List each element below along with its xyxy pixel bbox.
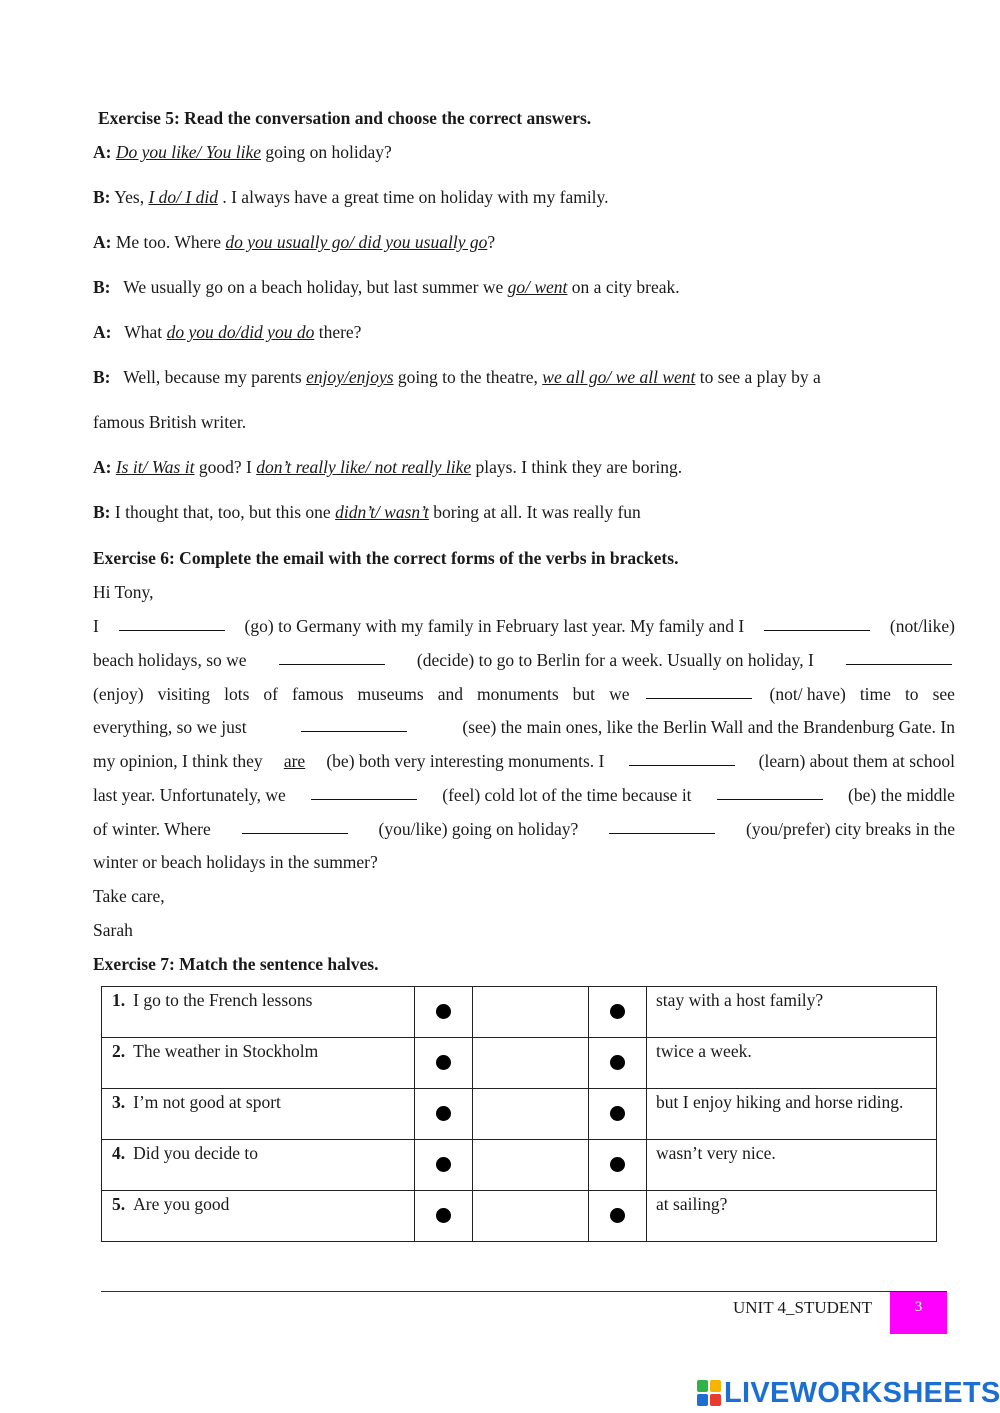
conversation-line bbox=[93, 412, 246, 433]
conversation-line bbox=[93, 502, 641, 523]
sentence-end: wasn’t very nice. bbox=[647, 1140, 937, 1191]
conversation-text: to see a play by a bbox=[695, 367, 821, 387]
email-text: last year. Unfortunately, we bbox=[93, 785, 286, 805]
footer-divider bbox=[101, 1291, 947, 1292]
match-dot-right-cell bbox=[589, 1191, 647, 1242]
matching-row bbox=[102, 987, 937, 1038]
answer-blank[interactable] bbox=[846, 650, 952, 665]
email-line bbox=[93, 616, 955, 637]
answer-choice[interactable]: Do you like/ You like bbox=[115, 142, 262, 162]
email-text: (you/like) going on holiday? bbox=[378, 819, 579, 839]
answer-choice[interactable]: Is it/ Was it bbox=[115, 457, 195, 477]
email-text: I bbox=[93, 616, 99, 636]
match-dot-right[interactable] bbox=[610, 1208, 625, 1223]
match-dot-right[interactable] bbox=[610, 1055, 625, 1070]
email-text: (be) both very interesting monuments. I bbox=[326, 751, 605, 771]
email-line bbox=[93, 717, 955, 738]
email-text: famous bbox=[292, 684, 344, 704]
email-signature: Sarah bbox=[93, 920, 133, 940]
email-text: winter or beach holidays in the summer? bbox=[93, 852, 378, 872]
match-dot-left-cell bbox=[415, 1038, 473, 1089]
conversation-text: on a city break. bbox=[567, 277, 680, 297]
conversation-text: going on holiday? bbox=[261, 142, 392, 162]
match-space bbox=[473, 1140, 589, 1191]
speaker-label: A: bbox=[93, 232, 112, 252]
item-number: 3. bbox=[112, 1092, 126, 1112]
match-dot-right[interactable] bbox=[610, 1004, 625, 1019]
speaker-label: B: bbox=[93, 502, 111, 522]
answer-blank[interactable] bbox=[646, 684, 752, 699]
match-dot-right-cell bbox=[589, 1140, 647, 1191]
email-text: (you/prefer) city breaks in the bbox=[746, 819, 955, 839]
conversation-text: plays. I think they are boring. bbox=[471, 457, 683, 477]
answer-blank[interactable] bbox=[119, 616, 225, 631]
answer-choice[interactable]: enjoy/enjoys bbox=[306, 367, 394, 387]
conversation-text: We usually go on a beach holiday, but last summer we bbox=[110, 277, 508, 297]
conversation-text: there? bbox=[314, 322, 362, 342]
conversation-line bbox=[93, 277, 680, 298]
email-line bbox=[93, 684, 955, 705]
match-dot-right-cell bbox=[589, 1089, 647, 1140]
sentence-end: stay with a host family? bbox=[647, 987, 937, 1038]
conversation-text: good? I bbox=[194, 457, 257, 477]
conversation-line bbox=[93, 322, 361, 343]
match-space bbox=[473, 1038, 589, 1089]
email-text: (not/ have) bbox=[769, 684, 846, 704]
exercise-6-title: Exercise 6: Complete the email with the correct forms of the verbs in brackets. bbox=[93, 548, 679, 568]
email-line bbox=[93, 852, 378, 873]
sentence-start-text: I go to the French lessons bbox=[133, 990, 313, 1010]
sentence-end: at sailing? bbox=[647, 1191, 937, 1242]
email-text: everything, so we just bbox=[93, 717, 247, 737]
footer-unit-label: UNIT 4_STUDENT bbox=[733, 1298, 872, 1317]
matching-row bbox=[102, 1089, 937, 1140]
sentence-start bbox=[102, 1089, 415, 1140]
conversation-text: famous British writer. bbox=[93, 412, 247, 432]
email-line bbox=[93, 751, 955, 772]
match-dot-left[interactable] bbox=[436, 1106, 451, 1121]
matching-row bbox=[102, 1140, 937, 1191]
match-dot-right-cell bbox=[589, 1038, 647, 1089]
logo-icon bbox=[697, 1380, 721, 1406]
email-text: see bbox=[932, 684, 955, 704]
match-dot-left[interactable] bbox=[436, 1004, 451, 1019]
conversation-text: ? bbox=[487, 232, 496, 252]
answer-blank[interactable] bbox=[609, 819, 715, 834]
match-space bbox=[473, 1191, 589, 1242]
email-text: of winter. Where bbox=[93, 819, 211, 839]
email-text: (be) the middle bbox=[848, 785, 955, 805]
email-text: monuments bbox=[476, 684, 559, 704]
conversation-line bbox=[93, 457, 682, 478]
conversation-line bbox=[93, 232, 495, 253]
answer-choice[interactable]: do you do/did you do bbox=[166, 322, 315, 342]
match-dot-left[interactable] bbox=[436, 1055, 451, 1070]
match-dot-left-cell bbox=[415, 1089, 473, 1140]
sentence-start-text: Are you good bbox=[133, 1194, 230, 1214]
answer-choice[interactable]: I do/ I did bbox=[148, 187, 218, 207]
email-text: beach holidays, so we bbox=[93, 650, 247, 670]
email-text: (decide) to go to Berlin for a week. Usually on holiday, I bbox=[416, 650, 814, 670]
speaker-label: A: bbox=[93, 142, 112, 162]
answer-choice[interactable]: didn’t/ wasn’t bbox=[335, 502, 429, 522]
speaker-label: B: bbox=[93, 277, 111, 297]
exercise-5-title: Exercise 5: Read the conversation and choose the correct answers. bbox=[98, 108, 592, 128]
matching-row bbox=[102, 1038, 937, 1089]
speaker-label: B: bbox=[93, 187, 111, 207]
email-text: my opinion, I think they bbox=[93, 751, 263, 771]
match-dot-right[interactable] bbox=[610, 1106, 625, 1121]
conversation-line bbox=[93, 367, 821, 388]
email-text: visiting bbox=[157, 684, 211, 704]
answer-blank[interactable] bbox=[764, 616, 870, 631]
conversation-text: I thought that, too, but this one bbox=[110, 502, 336, 522]
email-line bbox=[93, 819, 955, 840]
logo-text: LIVEWORKSHEETS bbox=[724, 1376, 1000, 1409]
matching-table bbox=[101, 986, 937, 1242]
item-number: 1. bbox=[112, 990, 126, 1010]
conversation-line bbox=[93, 142, 392, 163]
conversation-text: Yes, bbox=[110, 187, 149, 207]
answer-choice[interactable]: go/ went bbox=[507, 277, 568, 297]
answer-blank[interactable] bbox=[311, 785, 417, 800]
sentence-start-text: The weather in Stockholm bbox=[133, 1041, 319, 1061]
conversation-line bbox=[93, 187, 609, 208]
match-dot-right-cell bbox=[589, 987, 647, 1038]
match-dot-left-cell bbox=[415, 987, 473, 1038]
item-number: 2. bbox=[112, 1041, 126, 1061]
answer-blank[interactable] bbox=[242, 819, 348, 834]
matching-row bbox=[102, 1191, 937, 1242]
item-number: 4. bbox=[112, 1143, 126, 1163]
email-signoff: Take care, bbox=[93, 886, 165, 906]
email-text: are bbox=[283, 751, 306, 771]
email-text: to bbox=[904, 684, 919, 704]
email-greeting: Hi Tony, bbox=[93, 582, 154, 602]
sentence-start-text: Did you decide to bbox=[133, 1143, 259, 1163]
email-text: time bbox=[859, 684, 891, 704]
email-text: museums bbox=[357, 684, 424, 704]
page-number: 3 bbox=[890, 1292, 947, 1334]
email-line bbox=[93, 650, 955, 671]
sentence-start bbox=[102, 987, 415, 1038]
match-space bbox=[473, 987, 589, 1038]
email-text: but bbox=[572, 684, 596, 704]
email-text: (see) the main ones, like the Berlin Wall and the Brandenburg Gate. In bbox=[462, 717, 955, 737]
match-dot-left-cell bbox=[415, 1191, 473, 1242]
answer-blank[interactable] bbox=[629, 751, 735, 766]
conversation-text: boring at all. It was really fun bbox=[428, 502, 641, 522]
speaker-label: B: bbox=[93, 367, 111, 387]
sentence-start-text: I’m not good at sport bbox=[133, 1092, 281, 1112]
email-text: (go) to Germany with my family in February last year. My family and I bbox=[244, 616, 745, 636]
email-text: and bbox=[437, 684, 463, 704]
answer-choice[interactable]: don’t really like/ not really like bbox=[256, 457, 472, 477]
email-text: (not/like) bbox=[889, 616, 955, 636]
sentence-end: but I enjoy hiking and horse riding. bbox=[647, 1089, 937, 1140]
match-space bbox=[473, 1089, 589, 1140]
email-text: (learn) about them at school bbox=[758, 751, 955, 771]
sentence-start bbox=[102, 1191, 415, 1242]
email-text: (feel) cold lot of the time because it bbox=[442, 785, 692, 805]
conversation-text: Well, because my parents bbox=[110, 367, 307, 387]
match-dot-right[interactable] bbox=[610, 1157, 625, 1172]
speaker-label: A: bbox=[93, 457, 112, 477]
item-number: 5. bbox=[112, 1194, 126, 1214]
match-dot-left[interactable] bbox=[436, 1157, 451, 1172]
sentence-end: twice a week. bbox=[647, 1038, 937, 1089]
answer-choice[interactable]: do you usually go/ did you usually go bbox=[225, 232, 488, 252]
conversation-text: Me too. Where bbox=[111, 232, 226, 252]
conversation-text: What bbox=[111, 322, 167, 342]
exercise-7-title: Exercise 7: Match the sentence halves. bbox=[93, 954, 379, 974]
liveworksheets-logo bbox=[697, 1376, 1000, 1410]
conversation-text: going to the theatre, bbox=[393, 367, 543, 387]
email-text: we bbox=[609, 684, 630, 704]
match-dot-left[interactable] bbox=[436, 1208, 451, 1223]
answer-blank[interactable] bbox=[717, 785, 823, 800]
email-text: (enjoy) bbox=[93, 684, 144, 704]
sentence-start bbox=[102, 1140, 415, 1191]
answer-blank[interactable] bbox=[301, 717, 407, 732]
email-text: of bbox=[263, 684, 278, 704]
speaker-label: A: bbox=[93, 322, 112, 342]
email-line bbox=[93, 785, 955, 806]
answer-blank[interactable] bbox=[279, 650, 385, 665]
sentence-start bbox=[102, 1038, 415, 1089]
email-text: lots bbox=[224, 684, 250, 704]
match-dot-left-cell bbox=[415, 1140, 473, 1191]
conversation-text: . I always have a great time on holiday with my family. bbox=[217, 187, 609, 207]
answer-choice[interactable]: we all go/ we all went bbox=[542, 367, 696, 387]
